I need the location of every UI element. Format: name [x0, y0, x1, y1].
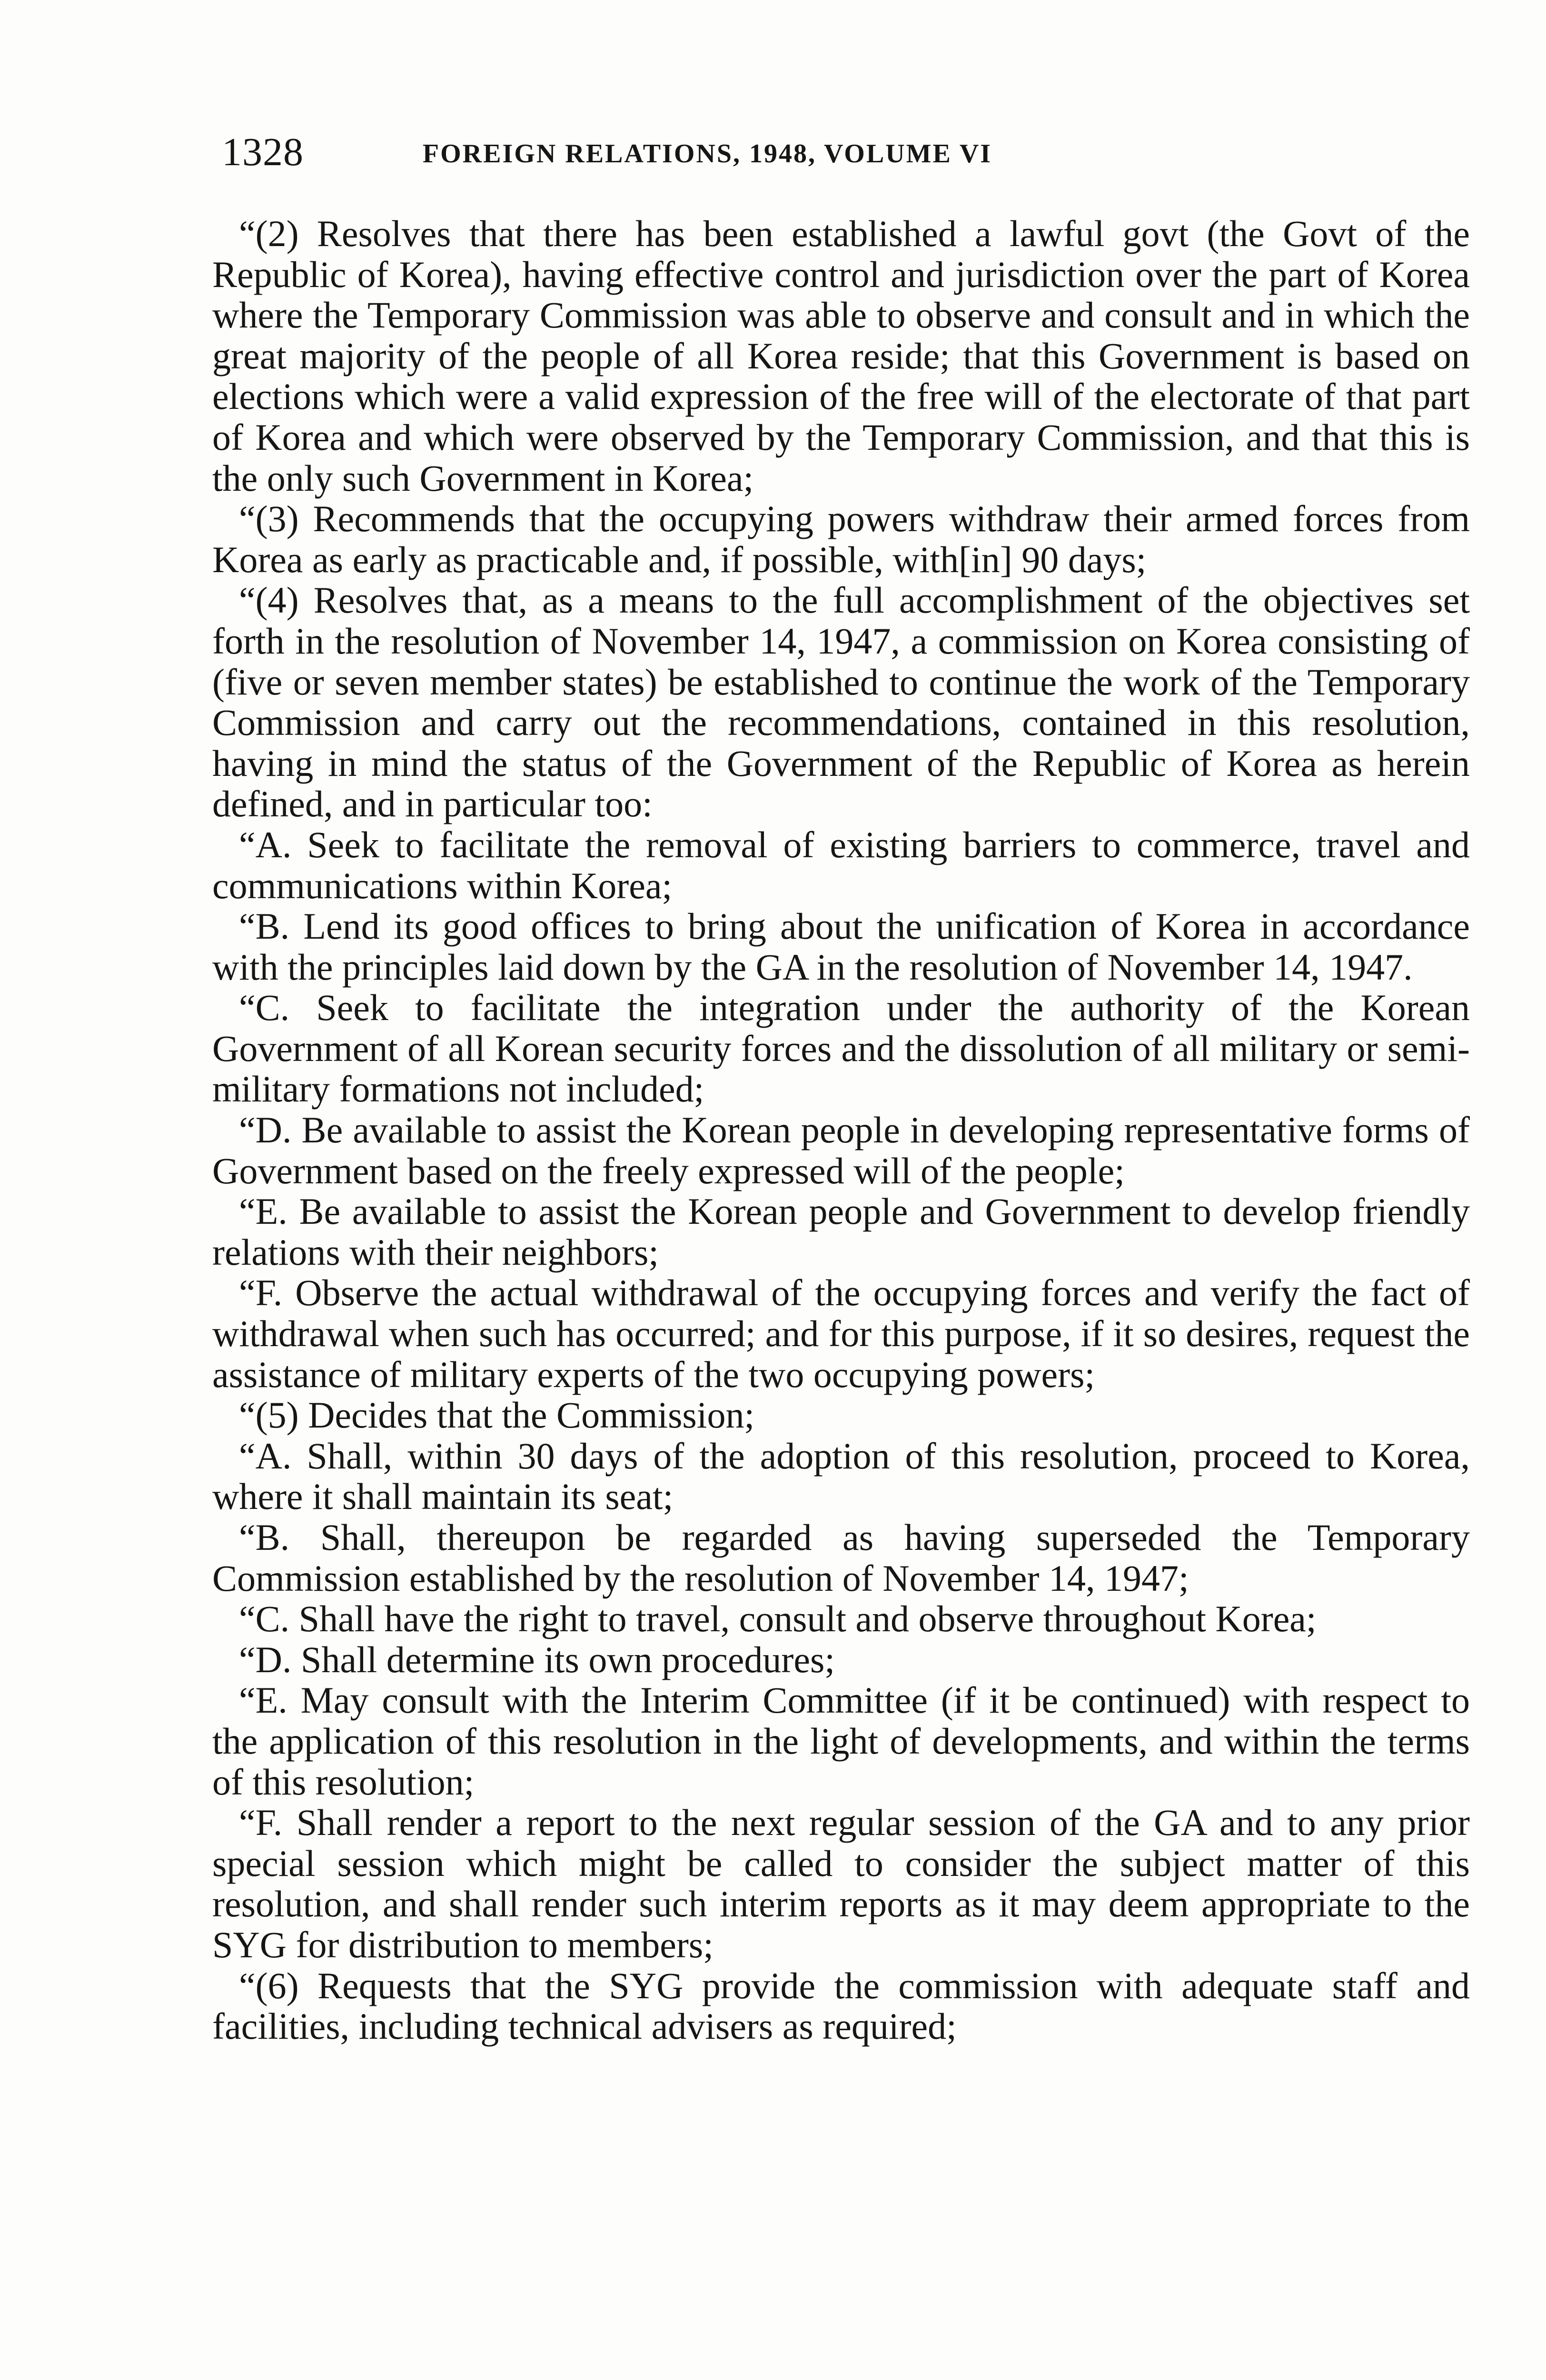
paragraph-6-requests-staff: “(6) Requests that the SYG provide the commission with adequate staff and facilities, including technical advisers as required;	[212, 1964, 1470, 2047]
paragraph-5-decides-commission: “(5) Decides that the Commission;	[239, 1394, 755, 1436]
paragraph-5c-travel-consult: “C. Shall have the right to travel, consult and observe throughout Korea;	[239, 1598, 1317, 1640]
paragraph-5d-procedures: “D. Shall determine its own procedures;	[239, 1638, 835, 1680]
running-head: FOREIGN RELATIONS, 1948, VOLUME VI	[422, 139, 992, 169]
paragraph-3-recommends-withdrawal: “(3) Recommends that the occupying powers withdraw their armed forces from Korea as early as practicable and, if possible, with[in] 90 days;	[212, 498, 1470, 580]
paragraph-4b-unification: “B. Lend its good offices to bring about the unification of Korea in accordance with the principles laid down by the GA in the resolution of November 14, 1947.	[212, 905, 1470, 988]
body-text	[212, 213, 1470, 2251]
paragraph-5a-proceed-to-korea: “A. Shall, within 30 days of the adoption of this resolution, proceed to Korea, where it shall maintain its seat;	[212, 1435, 1470, 1517]
paragraph-4c-security-forces: “C. Seek to facilitate the integration under the authority of the Korean Government of all Korean security forces and the dissolution of all military or semi-military formations not included;	[212, 987, 1470, 1110]
paragraph-5f-report: “F. Shall render a report to the next regular session of the GA and to any prior special session which might be called to consider the subject matter of this resolution, and shall render such interim reports as it may deem appropriate to the SYG for distribution to members;	[212, 1802, 1470, 1965]
page-number: 1328	[222, 130, 304, 174]
paragraph-5b-superseded: “B. Shall, thereupon be regarded as having superseded the Temporary Commission established by the resolution of November 14, 1947;	[212, 1517, 1470, 1599]
paragraph-2-resolves-lawful-government: “(2) Resolves that there has been established a lawful govt (the Govt of the Republic of Korea), having effective control and jurisdiction over the part of Korea where the Temporary Commission was able to observe and consult and in which the great majority of the people of all Korea reside; that this Government is based on elections which were a valid expression of the free will of the electorate of that part of Korea and which were observed by the Temporary Commission, and that this is the only such Government in Korea;	[212, 213, 1470, 499]
paragraph-4a-barriers: “A. Seek to facilitate the removal of existing barriers to commerce, travel and communications within Korea;	[212, 823, 1470, 906]
paragraph-4f-observe-withdrawal: “F. Observe the actual withdrawal of the occupying forces and verify the fact of withdrawal when such has occurred; and for this purpose, if it so desires, request the assistance of military experts of the two occupying powers;	[212, 1272, 1470, 1395]
paragraph-5e-interim-committee: “E. May consult with the Interim Committee (if it be continued) with respect to the application of this resolution in the light of developments, and within the terms of this resolution;	[212, 1679, 1470, 1803]
paragraph-4-resolves-commission: “(4) Resolves that, as a means to the full accomplishment of the objectives set forth in the resolution of November 14, 1947, a commission on Korea consisting of (five or seven member states) be established to continue the work of the Temporary Commission and carry out the recommendations, contained in this resolution, having in mind the status of the Government of the Republic of Korea as herein defined, and in particular too:	[212, 579, 1470, 825]
page-header	[222, 129, 1231, 181]
paragraph-4d-representative-government: “D. Be available to assist the Korean people in developing representative forms of Government based on the freely expressed will of the people;	[212, 1109, 1470, 1191]
paragraph-4e-friendly-relations: “E. Be available to assist the Korean people and Government to develop friendly relations with their neighbors;	[212, 1190, 1470, 1273]
